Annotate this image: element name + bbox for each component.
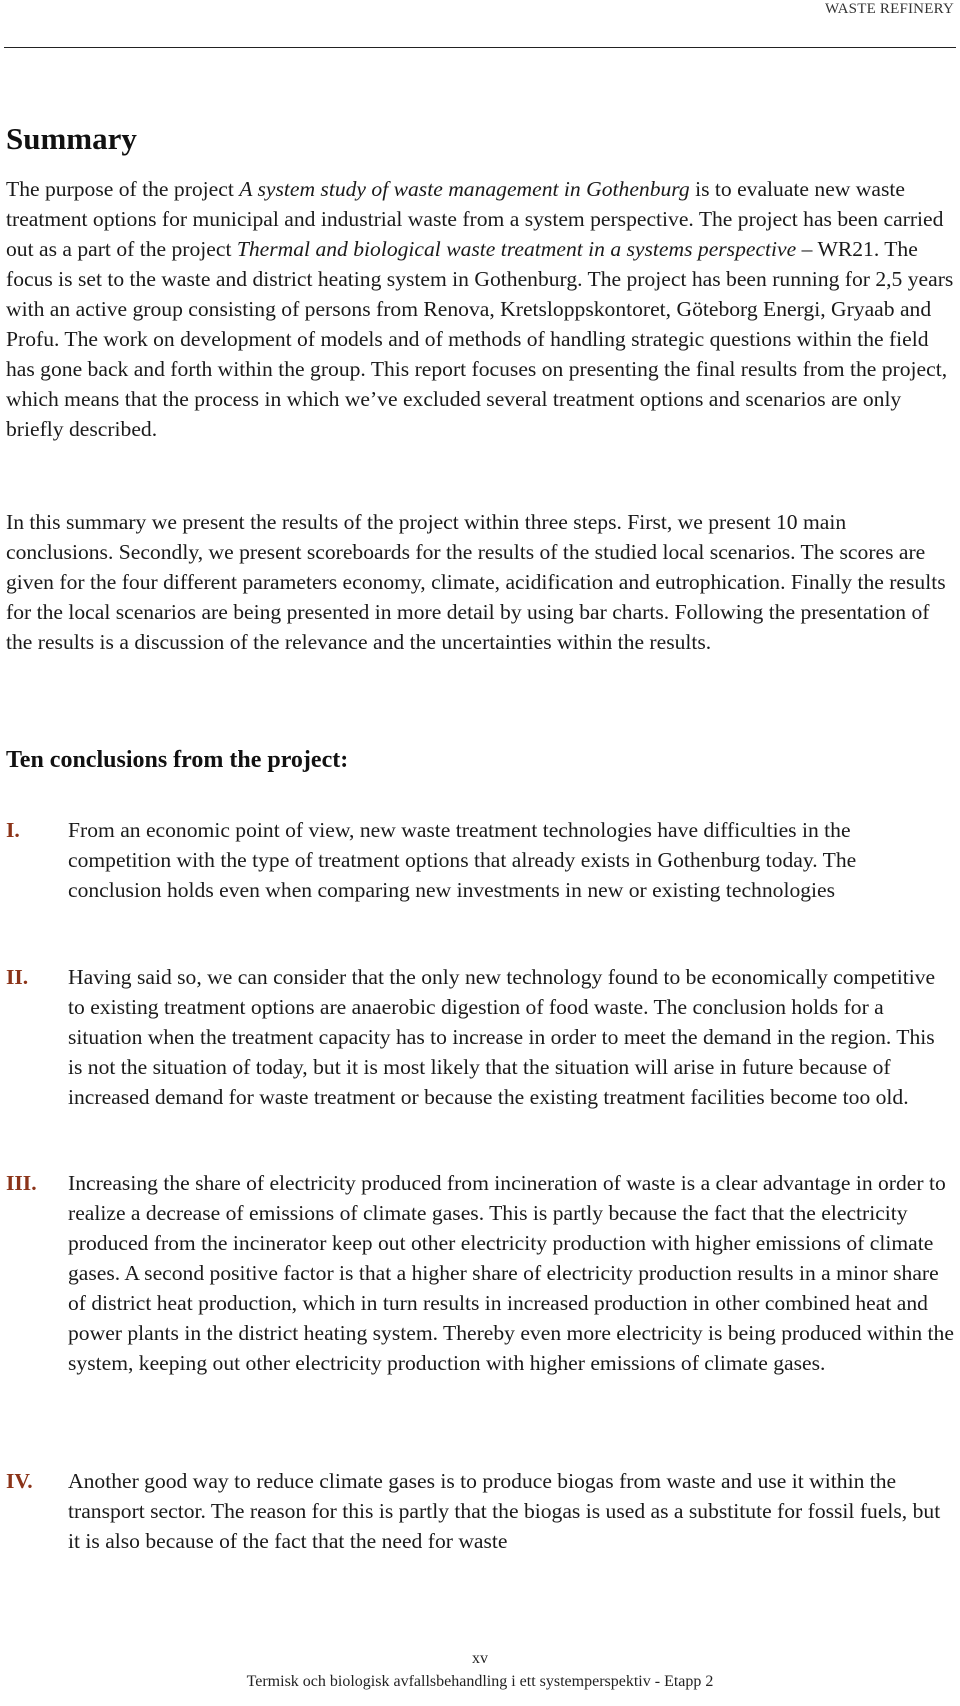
conclusion-text: Another good way to reduce climate gases is to produce biogas from waste and use it within the transport sector. The reason for this is partly that the biogas is used as a substitute for fossil fuels, but it is also because of the fact that the need for waste [68,1469,941,1553]
conclusions-heading: Ten conclusions from the project: [6,747,349,773]
page-title: Summary [6,121,137,156]
conclusion-text: Having said so, we can consider that the only new technology found to be economically competitive to existing treatment options are anaerobic digestion of food waste. The conclusion holds for a situation when the treatment capacity has to increase in order to meet the demand in the region. This is not the situation of today, but it is most likely that the situation will arise in future because of increased demand for waste treatment or because the existing treatment facilities become too old. [68,965,936,1109]
page-number: xv [472,1650,488,1667]
summary-paragraph: In this summary we present the results of the project within three steps. First, we present 10 main conclusions. Secondly, we present scoreboards for the results of the studied local scenarios. The scores are given for the four different parameters economy, climate, acidification and eutrophication. Finally the results for the local scenarios are being presented in more detail by using bar charts. Following the presentation of the results is a discussion of the relevance and the uncertainties within the results. [6,510,946,654]
conclusion-number: II. [6,965,29,989]
intro-project-title-1: A system study of waste management in Gothenburg [239,177,690,201]
running-header-text: WASTE REFINERY [824,1,954,17]
page-header [0,0,960,50]
conclusion-text: From an economic point of view, new waste treatment technologies have difficulties in the competition with the type of treatment options that already exists in Gothenburg today. The conclusion holds even when comparing new investments in new or existing technologies [68,818,857,902]
conclusion-item [6,1168,954,1378]
conclusion-text: Increasing the share of electricity produced from incineration of waste is a clear advantage in order to realize a decrease of emissions of climate gases. This is partly because the fact that the electricity produced from the incinerator keep out other electricity production with higher emissions of climate gases. A second positive factor is that a higher share of electricity production results in a minor share of district heat production, which in turn results in increased production in other combined heat and power plants in the district heating system. Thereby even more electricity is being produced within the system, keeping out other electricity production with higher emissions of climate gases. [68,1171,954,1375]
intro-paragraph [6,174,954,444]
footer-title: Termisk och biologisk avfallsbehandling i ett systemperspektiv - Etapp 2 [246,1673,714,1690]
conclusion-item [6,815,954,905]
conclusion-number: I. [6,818,20,842]
intro-text-3: – WR21. The focus is set to the waste and district heating system in Gothenburg. The project has been running for 2,5 years with an active group consisting of persons from Renova, Kretsloppskontoret, Göteborg Energi, Gryaab and Profu. The work on development of models and of methods of handling strategic questions within the field has gone back and forth within the group. This report focuses on presenting the final results from the project, which means that the process in which we’ve excluded several treatment options and scenarios are only briefly described. [6,237,954,441]
header-divider [4,47,956,48]
conclusion-item [6,962,954,1112]
intro-project-title-2: Thermal and biological waste treatment in a systems perspective [236,237,797,261]
conclusion-number: IV. [6,1469,33,1493]
conclusion-number: III. [6,1171,37,1195]
intro-text-1: The purpose of the project [6,177,240,201]
intro-text-2: is to evaluate new waste treatment options for municipal and industrial waste from a system perspective. The project has been carried out as a part of the project [6,177,944,261]
conclusion-item [6,1466,954,1556]
